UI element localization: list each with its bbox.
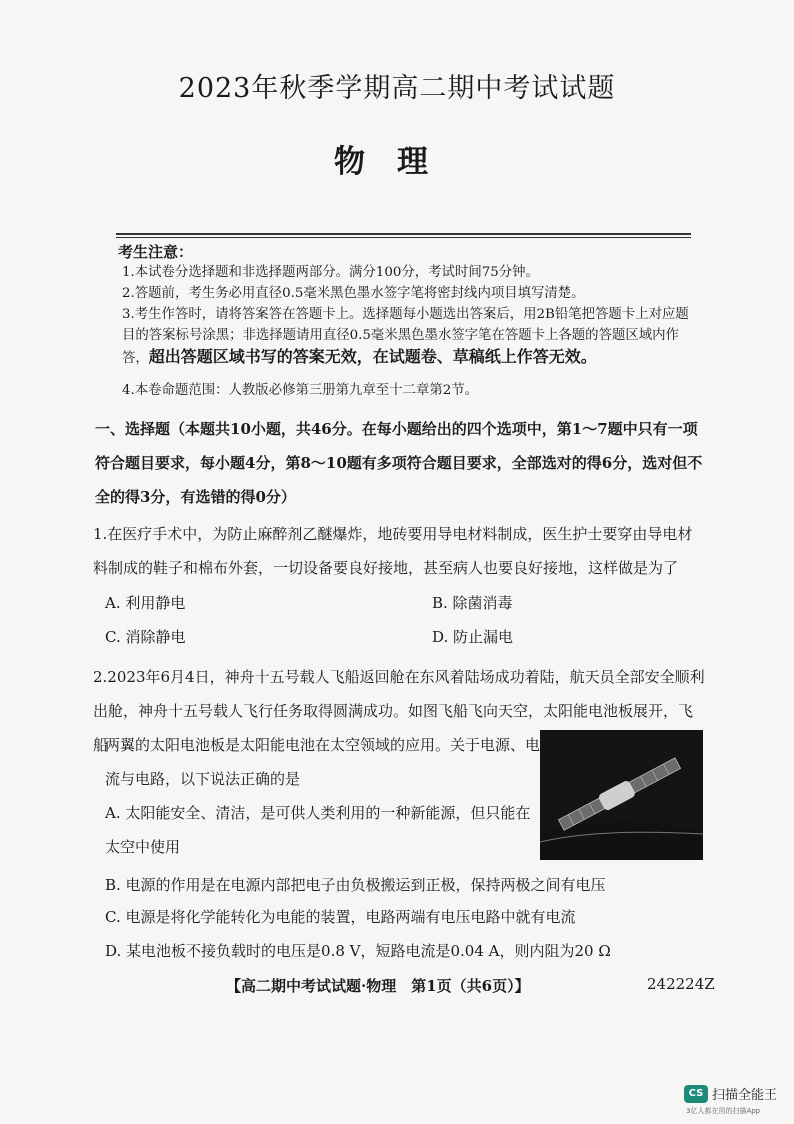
notice-item-3-emphasis: 超出答题区域书写的答案无效，在试题卷、草稿纸上作答无效。 — [148, 347, 597, 366]
spacecraft-photo — [540, 730, 703, 860]
notice-item-4: 4.本卷命题范围：人教版必修第三册第九章至十二章第2节。 — [122, 383, 479, 398]
question-2-option-c: C. 电源是将化学能转化为电能的装置，电路两端有电压电路中就有电流 — [105, 908, 576, 926]
camscanner-name: 扫描全能王 — [712, 1088, 778, 1103]
question-1-option-c: C. 消除静电 — [105, 628, 186, 646]
question-1-option-d: D. 防止漏电 — [432, 628, 514, 646]
question-1-stem: 1.在医疗手术中，为防止麻醉剂乙醚爆炸，地砖要用导电材料制成，医生护士要穿由导电材料制成的鞋子和棉布外套，一切设备要良好接地，甚至病人也要良好接地，这样做是为了 — [93, 525, 693, 577]
question-2-option-b: B. 电源的作用是在电源内部把电子由负极搬运到正极，保持两极之间有电压 — [105, 876, 606, 894]
camscanner-tagline: 3亿人都在用的扫描App — [686, 1107, 761, 1115]
notice-item-3-text: 3.考生作答时，请将答案答在答题卡上。选择题每小题选出答案后，用2B铅笔把答题卡上对应题目的答案标号涂黑；非选择题请用直径0.5毫米黑色墨水签字笔在答题卡上各题的答题区域内作答， — [122, 307, 689, 366]
notice-heading: 考生注意： — [118, 243, 194, 261]
question-2-option-a: A. 太阳能安全、清洁，是可供人类利用的一种新能源，但只能在太空中使用 — [105, 804, 531, 856]
question-1-option-a: A. 利用静电 — [105, 594, 186, 612]
question-2-stem-line-3: 两翼的太阳电池板是太阳能电池在太空领域的应用。关于电源、电 — [105, 736, 541, 754]
camscanner-logo-icon: CS — [684, 1085, 708, 1103]
question-1-option-b: B. 除菌消毒 — [432, 594, 513, 612]
question-2-option-d: D. 某电池板不接负载时的电压是0.8 V，短路电流是0.04 A，则内阻为20 Ω — [105, 942, 611, 960]
question-2-stem-line-4: 流与电路，以下说法正确的是 — [105, 770, 301, 788]
exam-title: 2023年秋季学期高二期中考试试题 — [178, 73, 616, 104]
notice-item-2: 2.答题前，考生务必用直径0.5毫米黑色墨水签字笔将密封线内项目填写清楚。 — [122, 286, 585, 301]
paper-code: 242224Z — [647, 975, 715, 993]
question-2-stem: 2.2023年6月4日，神舟十五号载人飞船返回舱在东风着陆场成功着陆，航天员全部安全顺利出舱，神舟十五号载人飞行任务取得圆满成功。如图飞船飞向天空，太阳能电池板展开，飞船 — [93, 668, 705, 754]
subject-title: 物理 — [334, 144, 460, 180]
notice-item-1: 1.本试卷分选择题和非选择题两部分。满分100分，考试时间75分钟。 — [122, 265, 539, 280]
section-1-instructions: 一、选择题（本题共10小题，共46分。在每小题给出的四个选项中，第1～7题中只有一项符合题目要求，每小题4分，第8～10题有多项符合题目要求，全部选对的得6分，选对但不全的得3分，有选错的得0分） — [95, 420, 703, 506]
spacecraft-illustration — [540, 730, 703, 860]
header-divider — [116, 233, 691, 235]
page-footer: 【高二期中考试试题·物理 第1页（共6页）】 — [226, 977, 530, 995]
header-divider-thin — [116, 237, 691, 238]
notice-item-3 — [122, 304, 698, 369]
